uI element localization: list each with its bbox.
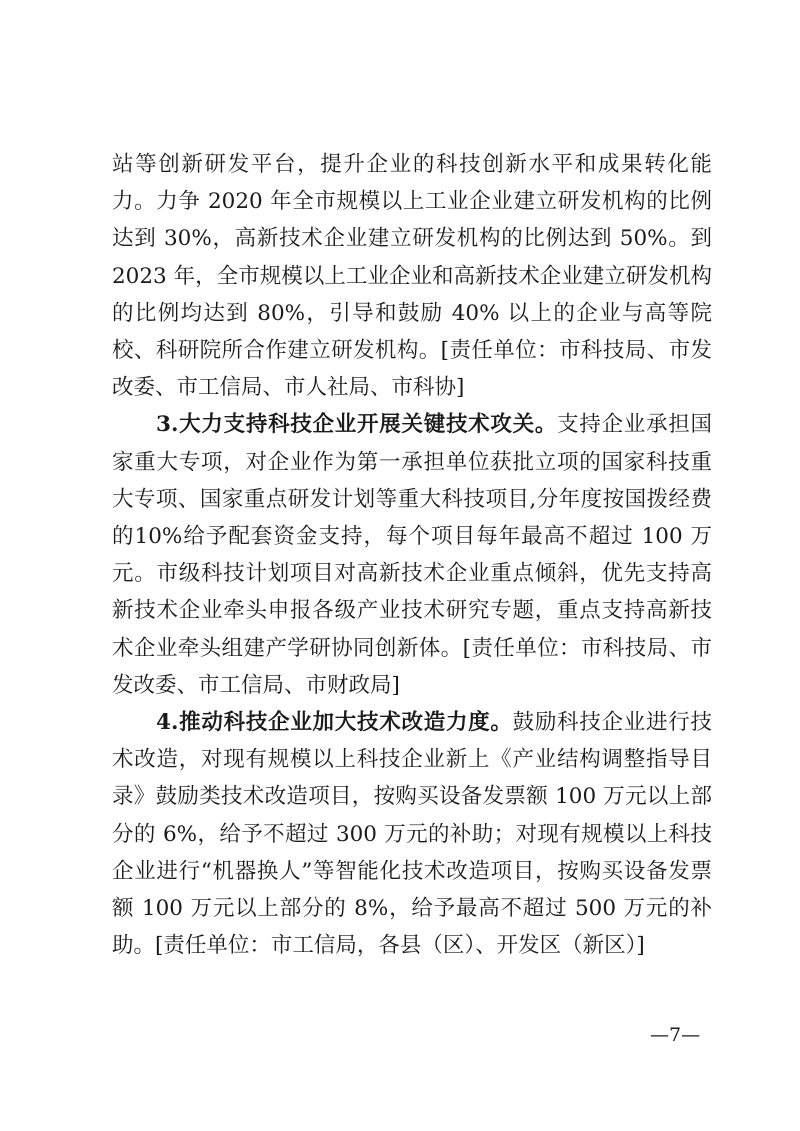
paragraph-item-4 xyxy=(112,704,712,964)
paragraph-item-3 xyxy=(112,406,712,704)
paragraph-text: 支持企业承担国家重大专项，对企业作为第一承担单位获批立项的国家科技重大专项、国家重点研发计划等重大科技项目,分年度按国拨经费的10%给予配套资金支持，每个项目每年最高不超过 100 万元。市级科技计划项目对高新技术企业重点倾斜，优先支持高新技术企业牵头申报各级产业技术研究专题，重点支持高新技术企业牵头组建产学研协同创新体。[责任单位：市科技局、市发改委、市工信局、市财政局] xyxy=(112,412,712,698)
paragraph-text: 鼓励科技企业进行技术改造，对现有规模以上科技企业新上《产业结构调整指导目录》鼓励类技术改造项目，按购买设备发票额 100 万元以上部分的 6%，给予不超过 300 万元的补助；对现有规模以上科技企业进行“机器换人”等智能化技术改造项目，按购买设备发票额 100 万元以上部分的 8%，给予最高不超过 500 万元的补助。[责任单位：市工信局，各县（区）、开发区（新区）] xyxy=(112,710,712,959)
paragraph-heading: 4.推动科技企业加大技术改造力度。 xyxy=(156,710,513,736)
paragraph-text: 站等创新研发平台，提升企业的科技创新水平和成果转化能力。力争 2020 年全市规模以上工业企业建立研发机构的比例达到 30%，高新技术企业建立研发机构的比例达到 50%。到 2023 年，全市规模以上工业企业和高新技术企业建立研发机构的比例均达到 80%，引导和鼓励 40% 以上的企业与高等院校、科研院所合作建立研发机构。[责任单位：市科技局、市发改委、市工信局、市人社局、市科协] xyxy=(112,152,712,401)
page-number: —7— xyxy=(650,1024,701,1046)
body-text xyxy=(112,146,712,964)
paragraph-continuation xyxy=(112,146,712,406)
paragraph-heading: 3.大力支持科技企业开展关键技术攻关。 xyxy=(156,412,558,438)
